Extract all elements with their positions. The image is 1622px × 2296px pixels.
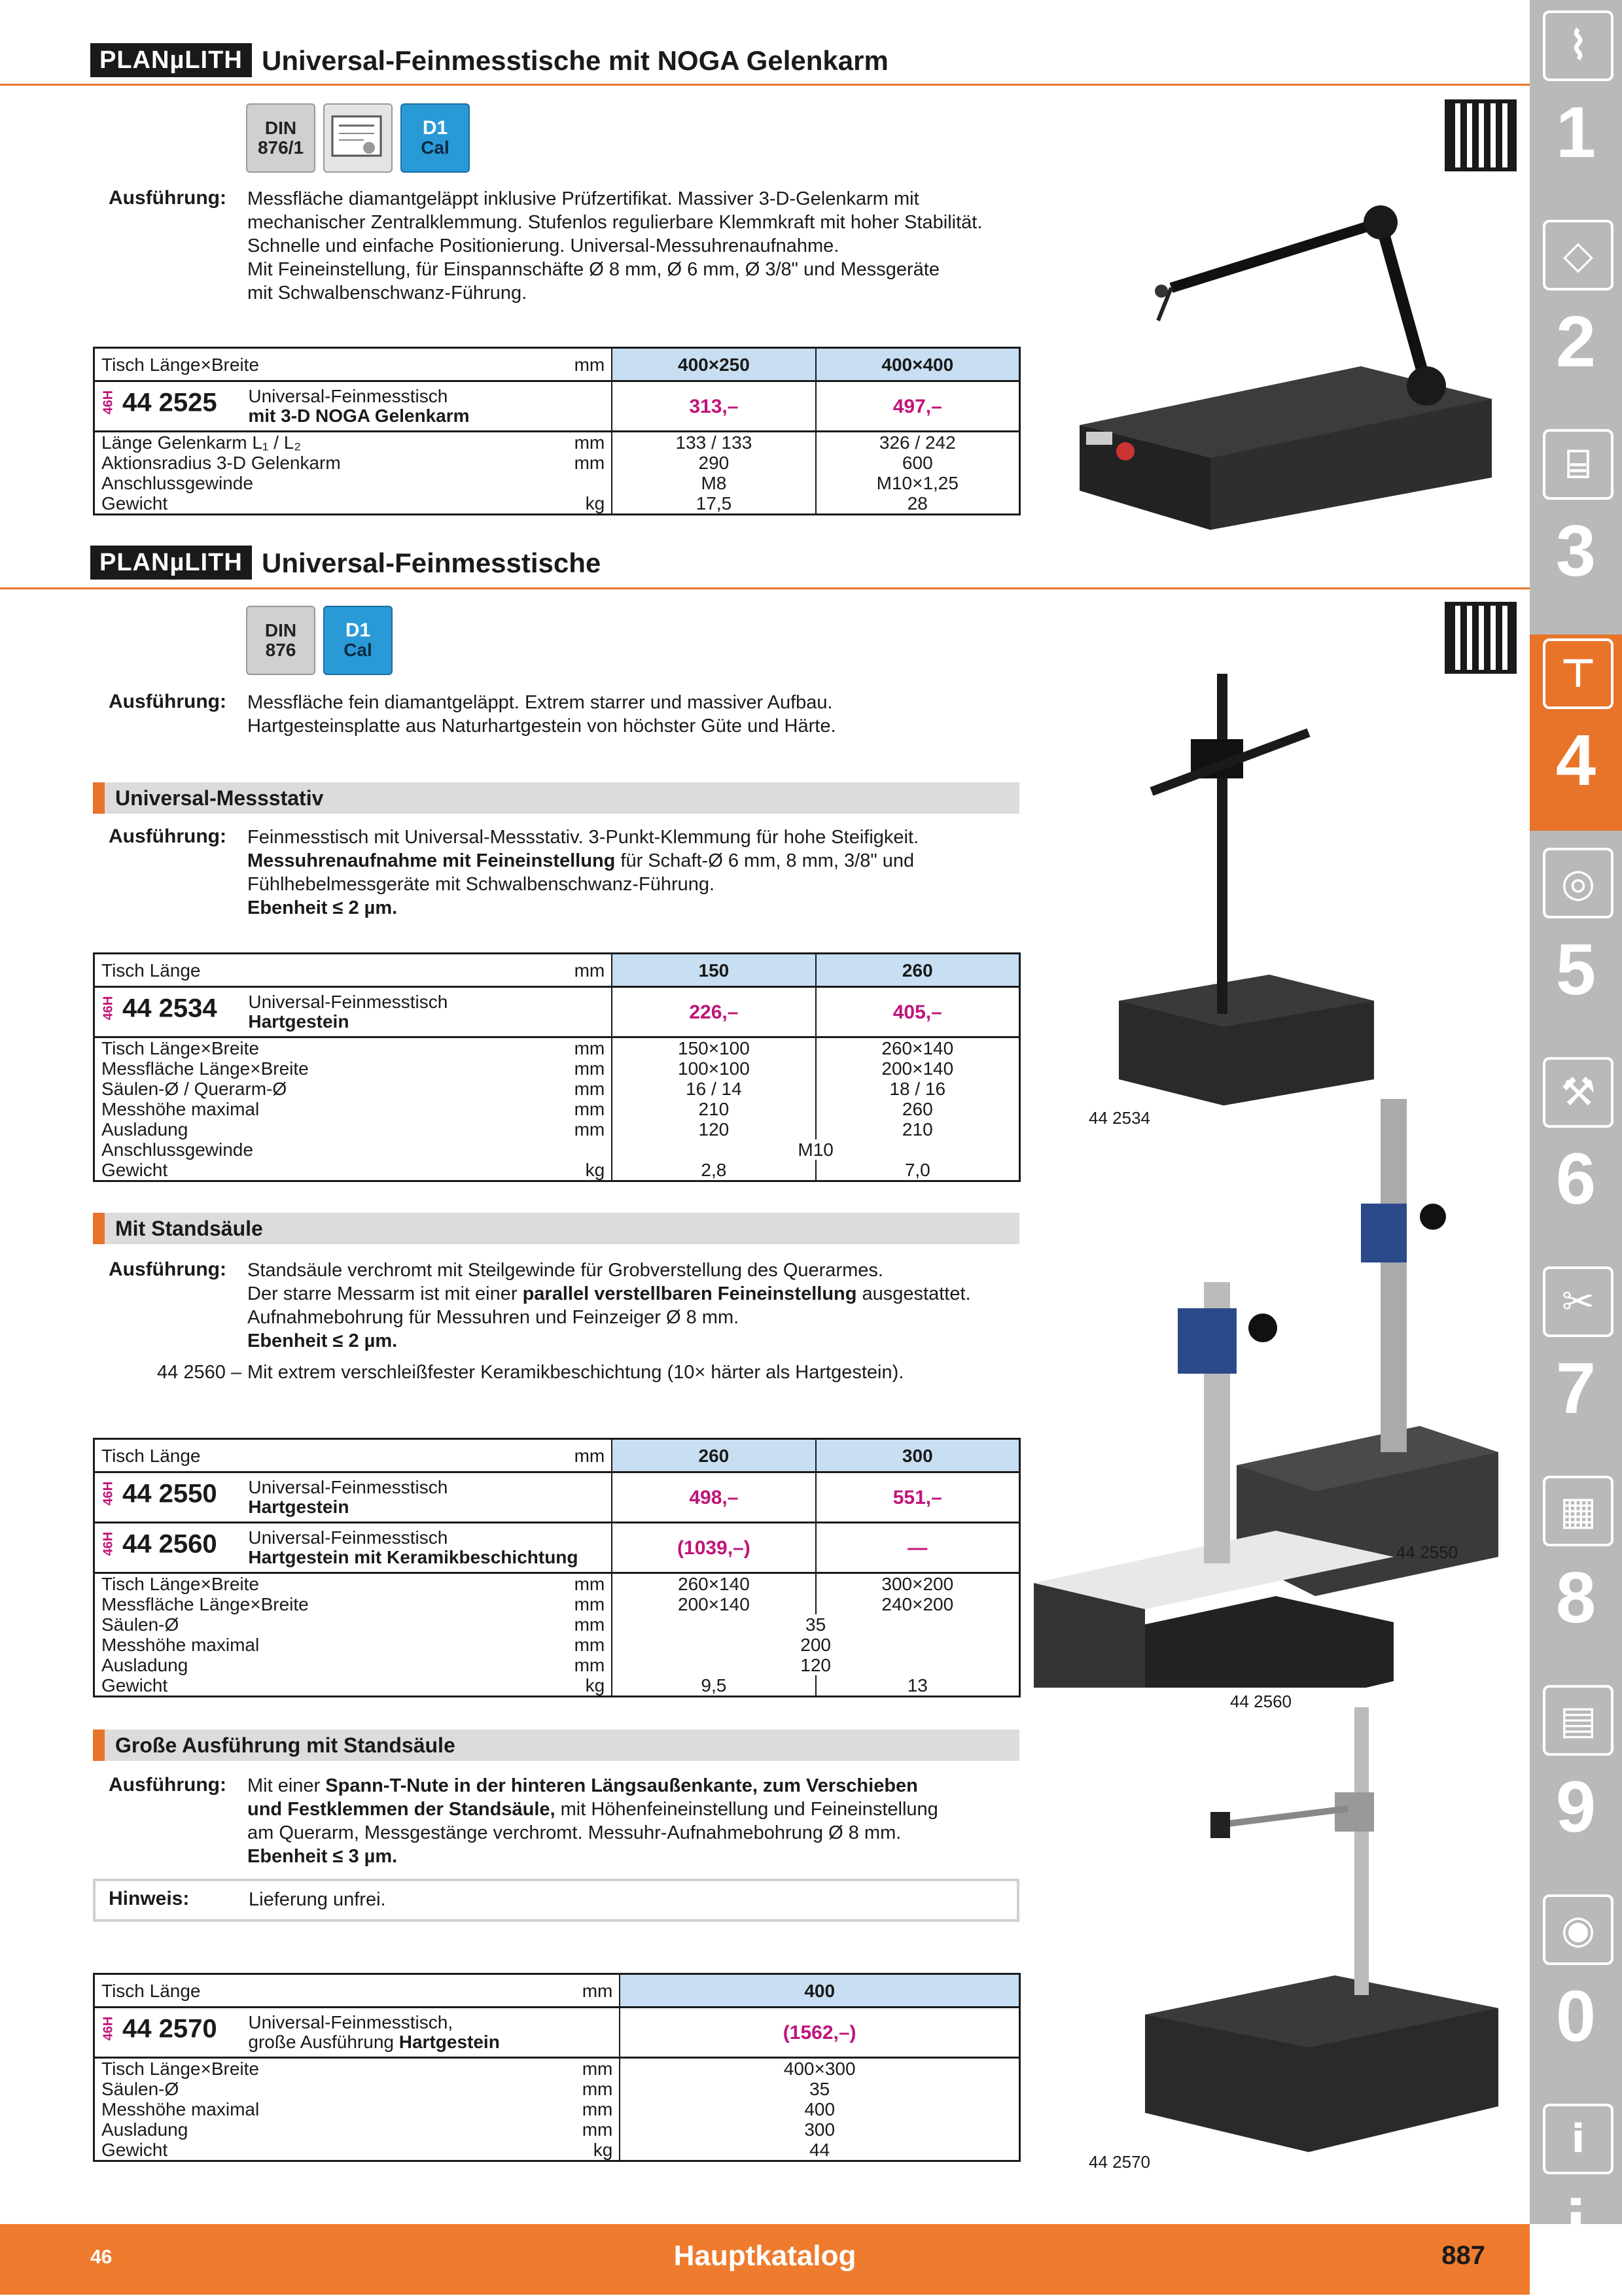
chapter-tab-9[interactable] (1530, 1681, 1622, 1877)
certificate-icon (323, 103, 393, 173)
ausfuehrung-text: Standsäule verchromt mit Steilgewinde für Grobverstellung des Querarmes. Der starre Messarm ist mit einer parallel verstellbaren Feineinstellung ausgestattet. Aufnahmebohrung für Messuhren und Feinzeiger Ø 8 mm. Ebenheit ≤ 2 µm. (247, 1260, 971, 1351)
article-number: 44 2560 (122, 1529, 217, 1559)
product-image-noga (1073, 124, 1518, 530)
spec-table-442534: Tisch Länge mm 150 260 46H 44 2534 Universal-Feinmesstisch Hartgestein 226,– 405,– Tisch Länge×Breite mm 150×100 260×140 Messfläche Länge×Breite mm 100×100 200×140 Säulen-Ø / Querarm-Ø mm 16 / 14 18 / 16 Messhöhe maximal mm 210 260 Ausladung mm 120 210 Anschlussgewinde M10 Gewicht kg 2,8 7,0 (93, 952, 1021, 1182)
chapter-tab-8[interactable] (1530, 1472, 1622, 1668)
price: 313,– (612, 381, 815, 432)
chapter-number: 4 (1555, 720, 1596, 801)
article-number: 44 2534 (122, 994, 217, 1023)
footer-left-number: 46 (90, 2246, 113, 2268)
ausfuehrung-label: Ausführung: (109, 826, 226, 847)
din-badge: DIN 876 (246, 606, 315, 675)
price: (1562,–) (620, 2008, 1019, 2058)
subheader-standsaeule: Mit Standsäule (93, 1213, 1019, 1244)
caliper-icon: ⊤ (1543, 638, 1613, 709)
section-title: Universal-Feinmesstische (262, 548, 601, 578)
subheader-gross: Große Ausführung mit Standsäule (93, 1730, 1019, 1761)
article-cell[interactable]: 46H 44 2525 Universal-Feinmesstisch mit 3-D NOGA Gelenkarm (94, 381, 612, 432)
price: 497,– (816, 381, 1020, 432)
cal-badge: D1 Cal (400, 103, 470, 173)
article-number: 44 2570 (122, 2014, 217, 2044)
chapter-tab-1[interactable] (1530, 7, 1622, 203)
section-header-feinmesstische (90, 543, 1530, 585)
price: 226,– (612, 987, 815, 1037)
image-caption: 44 2534 (1089, 1108, 1150, 1128)
safety-goggles-icon: ◉ (1543, 1894, 1613, 1965)
chapter-tab-3[interactable] (1530, 425, 1622, 621)
ausfuehrung-label: Ausführung: (109, 1259, 226, 1280)
chapter-tab-i[interactable] (1530, 2100, 1622, 2296)
ausfuehrung-text: Feinmesstisch mit Universal-Messstativ. 3-Punkt-Klemmung für hohe Steifigkeit. Messuhrenaufnahme mit Feineinstellung für Schaft-Ø 6 mm, 8 mm, 3/8" und Fühlhebelmessgeräte mit Schwalbenschwanz-Führung. Ebenheit ≤ 2 µm. (247, 827, 919, 918)
chapter-number: 8 (1555, 1557, 1596, 1638)
spec-table-noga: Tisch Länge×Breite mm 400×250 400×400 46H 44 2525 Universal-Feinmesstisch mit 3-D NOGA Gelenkarm 313,– 497,– Länge Gelenkarm L₁ / L₂ mm 133 / 133 326 / 242 Aktionsradius 3-D Gelenkarm mm 290 600 Anschlussgewinde M8 M10×1,25 Gewicht kg 17,5 28 (93, 347, 1021, 515)
chapter-number: 0 (1555, 1976, 1596, 2057)
page-footer (0, 2224, 1530, 2295)
footer-catalog-title: Hauptkatalog (673, 2240, 856, 2272)
info-icon: i (1543, 2104, 1613, 2174)
note-ref: 44 2560 – (157, 1362, 242, 1383)
toolbox-icon: ▦ (1543, 1476, 1613, 1546)
product-image-442550-442560 (1027, 1086, 1498, 1688)
price: 551,– (816, 1472, 1020, 1523)
article-cell[interactable]: 46H 44 2534 Universal-Feinmesstisch Hartgestein (94, 987, 612, 1037)
chapter-tab-5[interactable] (1530, 844, 1622, 1040)
chapter-number: 1 (1555, 92, 1596, 173)
qr-code[interactable] (1445, 602, 1517, 674)
cabinet-icon: ▤ (1543, 1685, 1613, 1756)
drill-icon: ⌇ (1543, 10, 1613, 81)
planolith-logo: PLANµLITH (90, 43, 252, 77)
chapter-number: 2 (1555, 302, 1596, 382)
cal-badge: D1 Cal (323, 606, 393, 675)
chapter-tab-6[interactable] (1530, 1053, 1622, 1249)
chapter-tab-2[interactable] (1530, 216, 1622, 412)
ausfuehrung-text: Mit einer Spann-T-Nute in der hinteren Längsaußenkante, zum Verschieben und Festklemmen der Standsäule, mit Höhenfeineinstellung und Feineinstellung am Querarm, Messgestänge verchromt. Messuhr-Aufnahmebohrung Ø 8 mm. Ebenheit ≤ 3 µm. (247, 1775, 938, 1867)
page-number: 887 (1441, 2241, 1485, 2270)
section-rule (0, 84, 1530, 86)
image-caption: 44 2550 (1396, 1542, 1458, 1562)
price: — (816, 1523, 1020, 1573)
chapter-number: 9 (1555, 1767, 1596, 1847)
din-badge: DIN 876/1 (246, 103, 315, 173)
product-image-442534 (1112, 661, 1387, 1105)
image-caption: 44 2560 (1230, 1692, 1292, 1711)
section-rule (0, 587, 1530, 589)
article-cell[interactable]: 46H 44 2560 Universal-Feinmesstisch Hartgestein mit Keramikbeschichtung (94, 1523, 612, 1573)
saw-disc-icon: ◎ (1543, 848, 1613, 918)
chapter-tab-7[interactable] (1530, 1262, 1622, 1459)
section-header-noga (90, 41, 1530, 82)
hinweis-box: Hinweis: Lieferung unfrei. (93, 1879, 1019, 1922)
price: 498,– (612, 1472, 815, 1523)
pliers-icon: ✂ (1543, 1266, 1613, 1337)
ausfuehrung-label: Ausführung: (109, 691, 226, 712)
price: (1039,–) (612, 1523, 815, 1573)
chapter-number: 5 (1555, 930, 1596, 1010)
planolith-logo: PLANµLITH (90, 546, 252, 580)
chapter-number: i (1566, 2185, 1586, 2266)
image-caption: 44 2570 (1089, 2152, 1150, 2172)
product-image-442570 (1138, 1701, 1505, 2172)
ausfuehrung-text: Messfläche fein diamantgeläppt. Extrem starrer und massiver Aufbau. Hartgesteinsplatte aus Naturhartgestein von höchster Güte und Härte. (247, 692, 836, 737)
article-cell[interactable]: 46H 44 2550 Universal-Feinmesstisch Hartgestein (94, 1472, 612, 1523)
chapter-number: 7 (1555, 1348, 1596, 1429)
article-number: 44 2550 (122, 1479, 217, 1508)
holder-icon: ⌸ (1543, 429, 1613, 500)
chapter-tab-4[interactable] (1530, 635, 1622, 831)
ausfuehrung-label: Ausführung: (109, 187, 226, 209)
insert-icon: ◇ (1543, 220, 1613, 290)
chapter-tab-0[interactable] (1530, 1890, 1622, 2087)
article-cell[interactable]: 46H 44 2570 Universal-Feinmesstisch, große Ausführung Hartgestein (94, 2008, 620, 2058)
ausfuehrung-label: Ausführung: (109, 1774, 226, 1796)
spec-table-442550: Tisch Länge mm 260 300 46H 44 2550 Universal-Feinmesstisch Hartgestein 498,– 551,– 46H 44 2560 Universal-Feinmesstisch Hartgestein mit Keramikbeschichtung (1039,–) — Tisch Länge×Breite mm 260×140 300×200 Messfläche Länge×Breite mm 200×140 240×200 Säulen-Ø mm 35 Messhöhe maximal mm 200 Ausladung mm 120 Gewicht kg 9,5 13 (93, 1438, 1021, 1697)
wrench-icon: ⚒ (1543, 1057, 1613, 1128)
chapter-number: 3 (1555, 511, 1596, 591)
section-title: Universal-Feinmesstische mit NOGA Gelenkarm (262, 45, 889, 76)
ausfuehrung-text: Messfläche diamantgeläppt inklusive Prüfzertifikat. Massiver 3-D-Gelenkarm mit mechanischer Zentralklemmung. Stufenlos regulierbare Klemmkraft mit hoher Stabilität. Schnelle und einfache Positionierung. Universal-Messuhrenaufnahme. Mit Feineinstellung, für Einspannschäfte Ø 8 mm, Ø 6 mm, Ø 3/8" und Messgeräte mit Schwalbenschwanz-Führung. (247, 188, 983, 304)
chapter-number: 6 (1555, 1139, 1596, 1219)
spec-table-442570: Tisch Länge mm 400 46H 44 2570 Universal-Feinmesstisch, große Ausführung Hartgestein (1562,–) Tisch Länge×Breite mm 400×300 Säulen-Ø mm 35 Messhöhe maximal mm 400 Ausladung mm 300 Gewicht kg 44 (93, 1973, 1021, 2162)
article-number: 44 2525 (122, 388, 217, 417)
price: 405,– (816, 987, 1020, 1037)
note-text: Mit extrem verschleißfester Keramikbeschichtung (10× härter als Hartgestein). (247, 1362, 904, 1383)
subheader-messstativ: Universal-Messstativ (93, 782, 1019, 814)
